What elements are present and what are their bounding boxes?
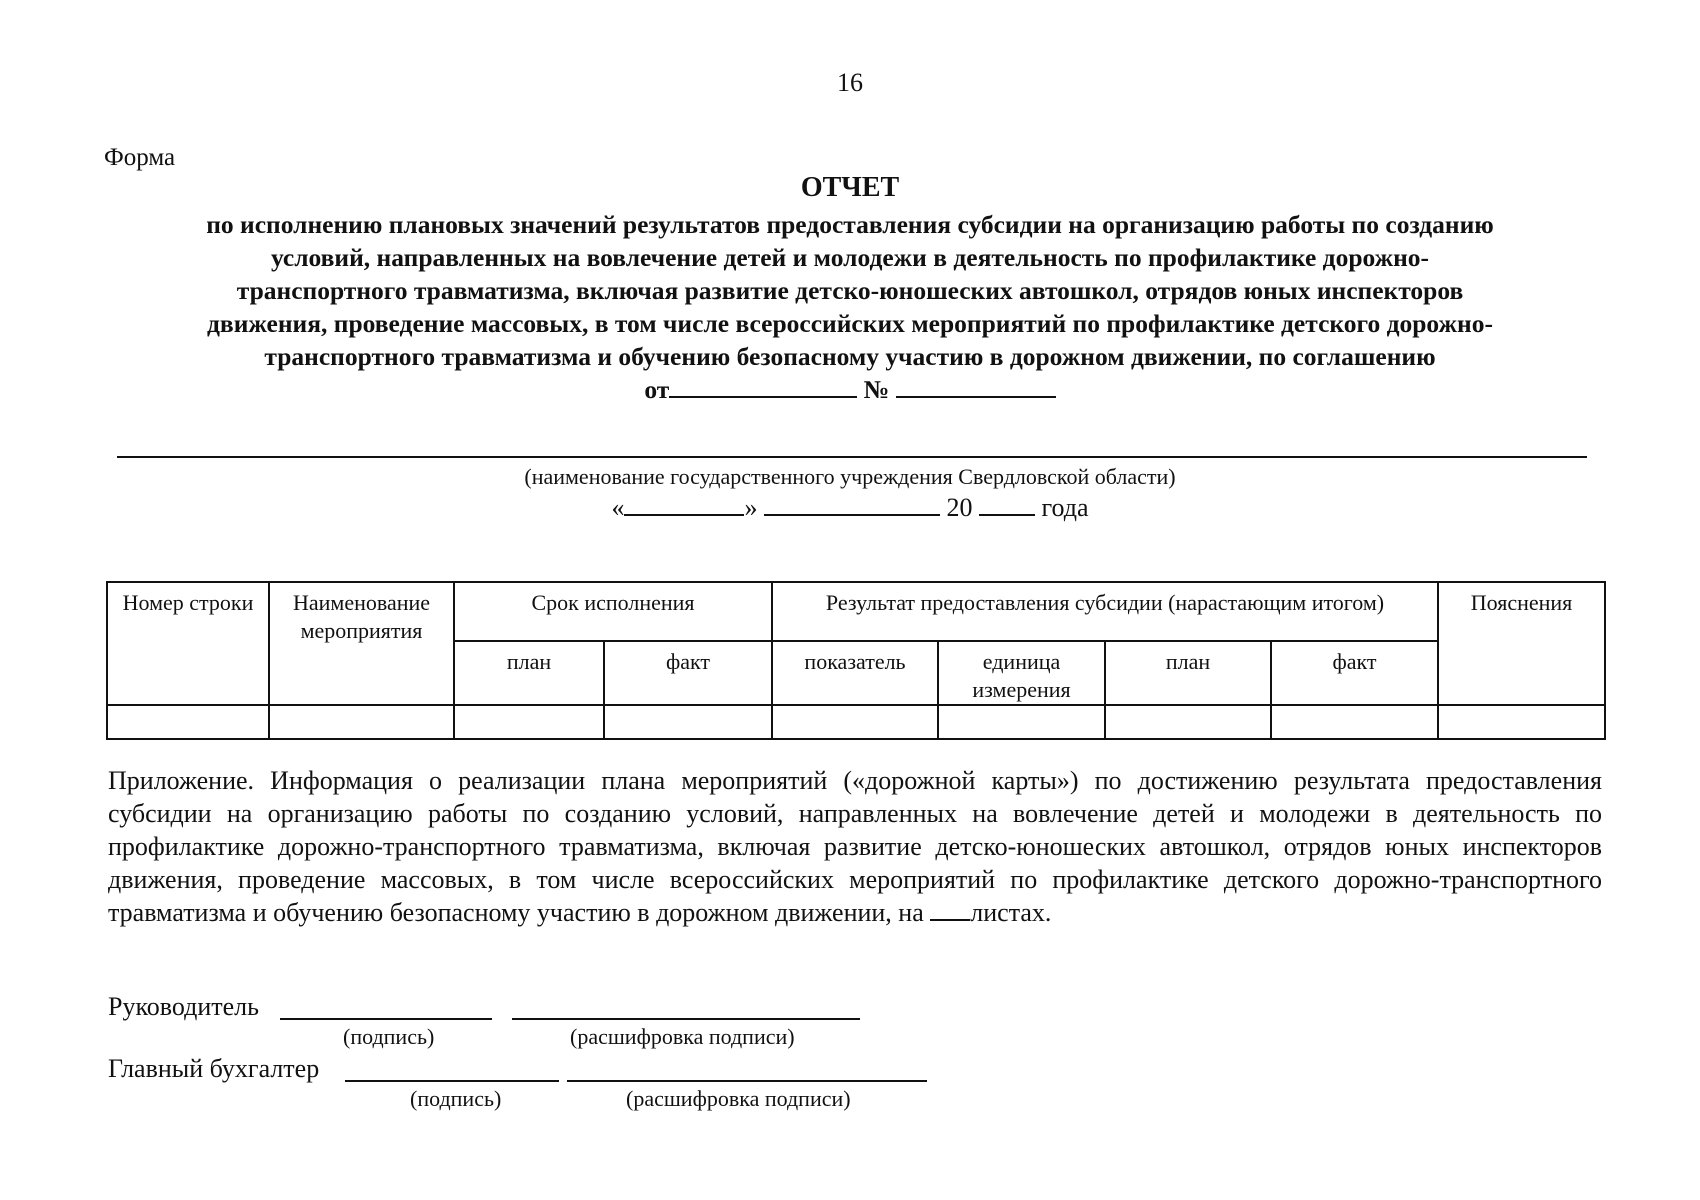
report-subtitle-line-1: по исполнению плановых значений результатов предоставления субсидии на организацию работы по созданию: [206, 210, 1494, 239]
accountant-decoding-caption: (расшифровка подписи): [626, 1086, 851, 1111]
cell-unit[interactable]: [938, 705, 1105, 739]
subheader-deadline-fact: факт: [604, 641, 772, 705]
day-blank[interactable]: [624, 492, 744, 516]
organization-caption: (наименование государственного учреждения Свердловской области): [524, 464, 1176, 489]
accountant-signature-line[interactable]: [345, 1080, 559, 1082]
accountant-decoding-line[interactable]: [567, 1080, 927, 1082]
cell-event-name[interactable]: [269, 705, 454, 739]
cell-deadline-plan[interactable]: [454, 705, 604, 739]
head-signature-line[interactable]: [280, 1018, 492, 1020]
subheader-deadline-plan: план: [454, 641, 604, 705]
head-decoding-line[interactable]: [512, 1018, 860, 1020]
header-notes: Пояснения: [1438, 582, 1605, 705]
year-blank[interactable]: [979, 492, 1035, 516]
cell-result-fact[interactable]: [1271, 705, 1438, 739]
report-title: ОТЧЕТ: [800, 172, 900, 203]
cell-deadline-fact[interactable]: [604, 705, 772, 739]
year-prefix: 20: [946, 493, 973, 522]
date-open-quote: «: [611, 493, 625, 522]
cell-row-number[interactable]: [107, 705, 269, 739]
agreement-date-blank[interactable]: [669, 374, 857, 398]
month-blank[interactable]: [764, 492, 940, 516]
agreement-number-blank[interactable]: [896, 374, 1056, 398]
head-label: Руководитель: [108, 992, 259, 1021]
organization-name-line[interactable]: [117, 456, 1587, 458]
cell-notes[interactable]: [1438, 705, 1605, 739]
appendix-suffix: листах.: [970, 898, 1052, 927]
header-row-number: Номер строки: [107, 582, 269, 705]
subheader-result-plan: план: [1105, 641, 1271, 705]
agreement-number-sign: №: [863, 375, 890, 404]
table-row: [107, 705, 1605, 739]
subheader-result-fact: факт: [1271, 641, 1438, 705]
accountant-signature-caption: (подпись): [410, 1086, 502, 1111]
sheet-count-blank[interactable]: [930, 899, 970, 921]
cell-result-plan[interactable]: [1105, 705, 1271, 739]
agreement-from-label: от: [644, 375, 670, 404]
header-event-name: Наименование мероприятия: [269, 582, 454, 705]
year-suffix: года: [1041, 493, 1089, 522]
report-subtitle-line-3: транспортного травматизма, включая развитие детско-юношеских автошкол, отрядов юных инспекторов: [236, 276, 1464, 305]
head-signature-caption: (подпись): [343, 1024, 435, 1049]
subheader-indicator: показатель: [772, 641, 938, 705]
date-close-quote: »: [744, 493, 758, 522]
report-date-line: [0, 492, 1700, 523]
subheader-unit: единица измерения: [938, 641, 1105, 705]
head-decoding-caption: (расшифровка подписи): [570, 1024, 795, 1049]
report-subtitle-line-5: транспортного травматизма и обучению безопасному участию в дорожном движении, по соглашению: [264, 342, 1436, 371]
header-deadline: Срок исполнения: [454, 582, 772, 641]
header-result: Результат предоставления субсидии (нарастающим итогом): [772, 582, 1438, 641]
report-subtitle-line-2: условий, направленных на вовлечение детей и молодежи в деятельность по профилактике дорожно-: [270, 243, 1430, 272]
agreement-line: [0, 374, 1700, 405]
page-number: 16: [837, 68, 863, 97]
form-label: Форма: [104, 144, 176, 171]
appendix-paragraph: [108, 764, 1602, 929]
appendix-text: Приложение. Информация о реализации плана мероприятий («дорожной карты») по достижению результата предоставления субсидии на организацию работы по созданию условий, направленных на вовлечение детей и молодежи в деятельность по профилактике дорожно-транспортного травматизма, включая развитие детско-юношеских автошкол, отрядов юных инспекторов движения, проведение массовых, в том числе всероссийских мероприятий по профилактике детского дорожно-транспортного травматизма и обучению безопасному участию в дорожном движении, на: [108, 766, 1602, 927]
report-subtitle-line-4: движения, проведение массовых, в том числе всероссийских мероприятий по профилактике детского дорожно-: [207, 309, 1493, 338]
report-table: [106, 581, 1606, 740]
cell-indicator[interactable]: [772, 705, 938, 739]
table-header-row: [107, 582, 1605, 641]
accountant-label: Главный бухгалтер: [108, 1054, 320, 1083]
